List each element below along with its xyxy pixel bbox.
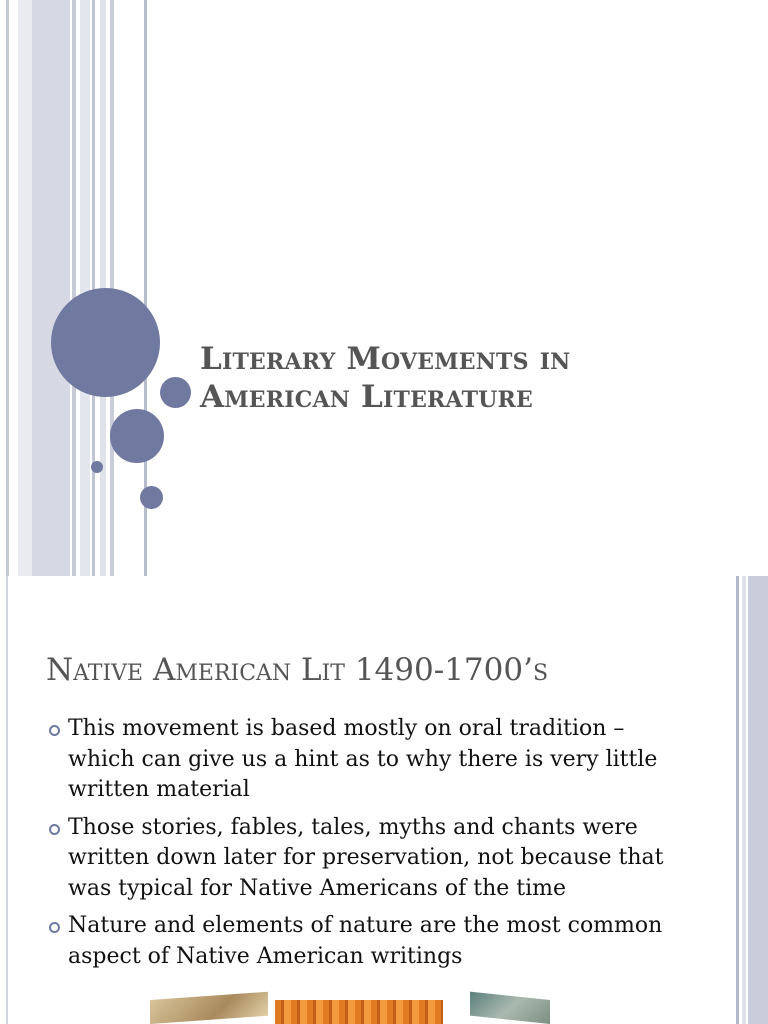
bullet-text: Those stories, fables, tales, myths and chants were written down later for preservation, not because that was typical for Native Americans of the time bbox=[68, 814, 664, 901]
stripe bbox=[736, 576, 739, 1024]
ring-bullet-icon bbox=[49, 922, 60, 933]
stripe bbox=[18, 0, 32, 576]
stripe bbox=[6, 0, 9, 576]
bullet-item bbox=[46, 813, 666, 905]
slide-title bbox=[200, 340, 720, 416]
bullet-list bbox=[46, 714, 666, 979]
bullet-text: Nature and elements of nature are the most common aspect of Native American writings bbox=[68, 913, 663, 969]
stripe bbox=[32, 0, 70, 576]
stripe bbox=[748, 576, 768, 1024]
small-circle bbox=[160, 377, 191, 408]
bullet-item bbox=[46, 911, 666, 972]
small-circle bbox=[140, 486, 163, 509]
parchment-image bbox=[150, 992, 268, 1024]
title-line: Literary Movements in bbox=[200, 341, 571, 377]
title-line: American Literature bbox=[200, 379, 534, 415]
bullet-item bbox=[46, 714, 666, 806]
stripe bbox=[6, 576, 8, 1024]
stripe bbox=[742, 576, 746, 1024]
large-circle bbox=[51, 288, 160, 397]
orange-artwork-image bbox=[275, 1000, 443, 1024]
stripe bbox=[72, 0, 76, 576]
ring-bullet-icon bbox=[49, 824, 60, 835]
stone-artwork-image bbox=[470, 992, 550, 1024]
slide-heading: Native American Lit 1490-1700’s bbox=[46, 652, 549, 688]
content-slide bbox=[0, 576, 768, 1024]
medium-circle bbox=[110, 409, 164, 463]
stripe bbox=[80, 0, 90, 576]
tiny-circle bbox=[91, 461, 103, 473]
ring-bullet-icon bbox=[49, 725, 60, 736]
bullet-text: This movement is based mostly on oral tradition – which can give us a hint as to why there is very little written material bbox=[68, 716, 658, 802]
